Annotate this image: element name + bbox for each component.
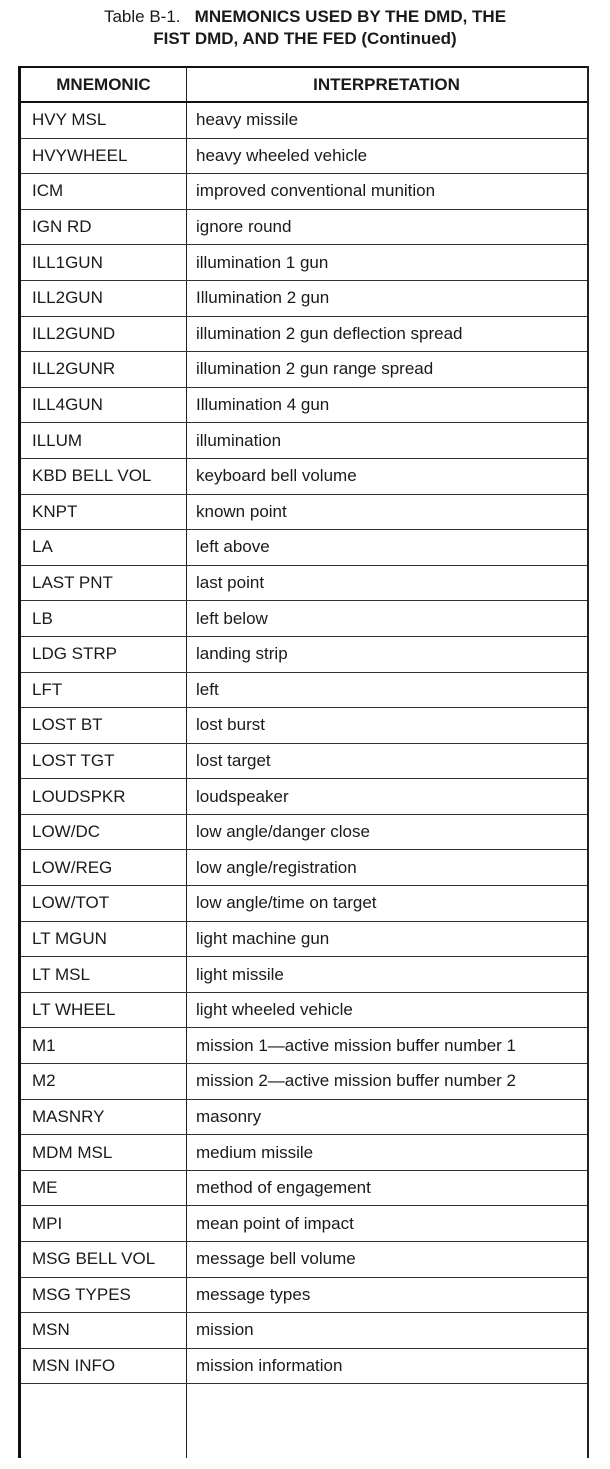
- interpretation-cell: mission: [186, 1313, 587, 1349]
- interpretation-cell: Illumination 4 gun: [186, 387, 587, 423]
- mnemonic-cell: HVYWHEEL: [21, 138, 186, 174]
- mnemonic-cell: MSG TYPES: [21, 1277, 186, 1313]
- interpretation-cell: low angle/time on target: [186, 886, 587, 922]
- interpretation-cell: landing strip: [186, 636, 587, 672]
- table-row-blank: [21, 1384, 587, 1405]
- mnemonic-cell: LOW/TOT: [21, 886, 186, 922]
- mnemonic-cell: ILL2GUNR: [21, 352, 186, 388]
- mnemonic-cell: ILL4GUN: [21, 387, 186, 423]
- interpretation-cell: left below: [186, 601, 587, 637]
- table-row: [21, 779, 587, 815]
- mnemonic-cell: LOST TGT: [21, 743, 186, 779]
- mnemonic-cell: ILLUM: [21, 423, 186, 459]
- table-row: [21, 850, 587, 886]
- table-row: [21, 423, 587, 459]
- table-row: [21, 636, 587, 672]
- table-row: [21, 530, 587, 566]
- interpretation-cell: illumination 2 gun deflection spread: [186, 316, 587, 352]
- table-row: [21, 921, 587, 957]
- mnemonic-cell: LAST PNT: [21, 565, 186, 601]
- table-row: [21, 672, 587, 708]
- table-row: [21, 352, 587, 388]
- interpretation-cell: low angle/registration: [186, 850, 587, 886]
- interpretation-cell: medium missile: [186, 1135, 587, 1171]
- mnemonic-cell: LOUDSPKR: [21, 779, 186, 815]
- table-row: [21, 1028, 587, 1064]
- interpretation-cell: illumination 1 gun: [186, 245, 587, 281]
- mnemonic-cell: ILL2GUND: [21, 316, 186, 352]
- table-row: [21, 138, 587, 174]
- interpretation-cell: mission 2—active mission buffer number 2: [186, 1064, 587, 1100]
- caption-line-1: [0, 6, 610, 28]
- table-row: [21, 245, 587, 281]
- interpretation-cell: illumination: [186, 423, 587, 459]
- table-row: [21, 1099, 587, 1135]
- interpretation-cell: message types: [186, 1277, 587, 1313]
- mnemonic-cell: ILL2GUN: [21, 280, 186, 316]
- mnemonic-cell: MDM MSL: [21, 1135, 186, 1171]
- interpretation-cell: heavy missile: [186, 102, 587, 138]
- interpretation-cell: light missile: [186, 957, 587, 993]
- table-row: [21, 1170, 587, 1206]
- interpretation-cell: mission 1—active mission buffer number 1: [186, 1028, 587, 1064]
- mnemonic-cell: LOST BT: [21, 708, 186, 744]
- mnemonic-cell: LB: [21, 601, 186, 637]
- mnemonic-cell: LA: [21, 530, 186, 566]
- mnemonic-cell: IGN RD: [21, 209, 186, 245]
- table-row: [21, 565, 587, 601]
- caption-title-line-2: FIST DMD, AND THE FED (Continued): [153, 29, 457, 48]
- interpretation-cell: mean point of impact: [186, 1206, 587, 1242]
- interpretation-cell: known point: [186, 494, 587, 530]
- interpretation-cell: loudspeaker: [186, 779, 587, 815]
- interpretation-cell: keyboard bell volume: [186, 458, 587, 494]
- interpretation-cell: last point: [186, 565, 587, 601]
- mnemonic-cell: LDG STRP: [21, 636, 186, 672]
- mnemonic-cell: MASNRY: [21, 1099, 186, 1135]
- mnemonic-cell: MSG BELL VOL: [21, 1242, 186, 1278]
- mnemonic-cell: LT MSL: [21, 957, 186, 993]
- interpretation-cell: light wheeled vehicle: [186, 992, 587, 1028]
- interpretation-cell: masonry: [186, 1099, 587, 1135]
- interpretation-cell: Illumination 2 gun: [186, 280, 587, 316]
- mnemonic-cell: HVY MSL: [21, 102, 186, 138]
- interpretation-cell: left above: [186, 530, 587, 566]
- interpretation-cell: improved conventional munition: [186, 174, 587, 210]
- blank-cell: [186, 1384, 587, 1405]
- table-row: [21, 494, 587, 530]
- mnemonic-cell: LT MGUN: [21, 921, 186, 957]
- interpretation-cell: heavy wheeled vehicle: [186, 138, 587, 174]
- mnemonic-cell: MSN: [21, 1313, 186, 1349]
- table-row: [21, 280, 587, 316]
- interpretation-cell: light machine gun: [186, 921, 587, 957]
- mnemonic-cell: KBD BELL VOL: [21, 458, 186, 494]
- table-row: [21, 1242, 587, 1278]
- mnemonic-cell: M1: [21, 1028, 186, 1064]
- header-interpretation: INTERPRETATION: [186, 68, 587, 102]
- table-row: [21, 209, 587, 245]
- table-row: [21, 458, 587, 494]
- table-row: [21, 1064, 587, 1100]
- blank-cell: [21, 1384, 186, 1405]
- interpretation-cell: method of engagement: [186, 1170, 587, 1206]
- table-row: [21, 1206, 587, 1242]
- table-row: [21, 814, 587, 850]
- table-right-edge: [587, 66, 589, 1458]
- table-row: [21, 1135, 587, 1171]
- interpretation-cell: lost burst: [186, 708, 587, 744]
- mnemonic-cell: KNPT: [21, 494, 186, 530]
- mnemonic-cell: LOW/DC: [21, 814, 186, 850]
- interpretation-cell: left: [186, 672, 587, 708]
- table-rows: [21, 102, 587, 1404]
- table-row: [21, 708, 587, 744]
- mnemonic-cell: MSN INFO: [21, 1348, 186, 1384]
- table-row: [21, 1348, 587, 1384]
- table-row: [21, 957, 587, 993]
- mnemonic-cell: ICM: [21, 174, 186, 210]
- table-body: [21, 68, 587, 1404]
- table-row: [21, 743, 587, 779]
- table-row: [21, 174, 587, 210]
- mnemonic-cell: LOW/REG: [21, 850, 186, 886]
- mnemonic-cell: ME: [21, 1170, 186, 1206]
- interpretation-cell: ignore round: [186, 209, 587, 245]
- mnemonic-cell: MPI: [21, 1206, 186, 1242]
- mnemonic-cell: LT WHEEL: [21, 992, 186, 1028]
- table-row: [21, 1313, 587, 1349]
- header-mnemonic: MNEMONIC: [21, 68, 186, 102]
- table-caption: [0, 6, 610, 50]
- caption-title-line-1: MNEMONICS USED BY THE DMD, THE: [194, 7, 507, 26]
- mnemonic-cell: ILL1GUN: [21, 245, 186, 281]
- interpretation-cell: lost target: [186, 743, 587, 779]
- table-row: [21, 601, 587, 637]
- table-row: [21, 992, 587, 1028]
- mnemonic-cell: M2: [21, 1064, 186, 1100]
- mnemonic-cell: LFT: [21, 672, 186, 708]
- table-row: [21, 102, 587, 138]
- table-row: [21, 886, 587, 922]
- caption-label: Table B-1.: [103, 7, 181, 26]
- table-row: [21, 387, 587, 423]
- interpretation-cell: low angle/danger close: [186, 814, 587, 850]
- interpretation-cell: message bell volume: [186, 1242, 587, 1278]
- mnemonics-table: [18, 66, 590, 1458]
- table-row: [21, 316, 587, 352]
- interpretation-cell: mission information: [186, 1348, 587, 1384]
- interpretation-cell: illumination 2 gun range spread: [186, 352, 587, 388]
- header-row: [21, 68, 587, 102]
- table-row: [21, 1277, 587, 1313]
